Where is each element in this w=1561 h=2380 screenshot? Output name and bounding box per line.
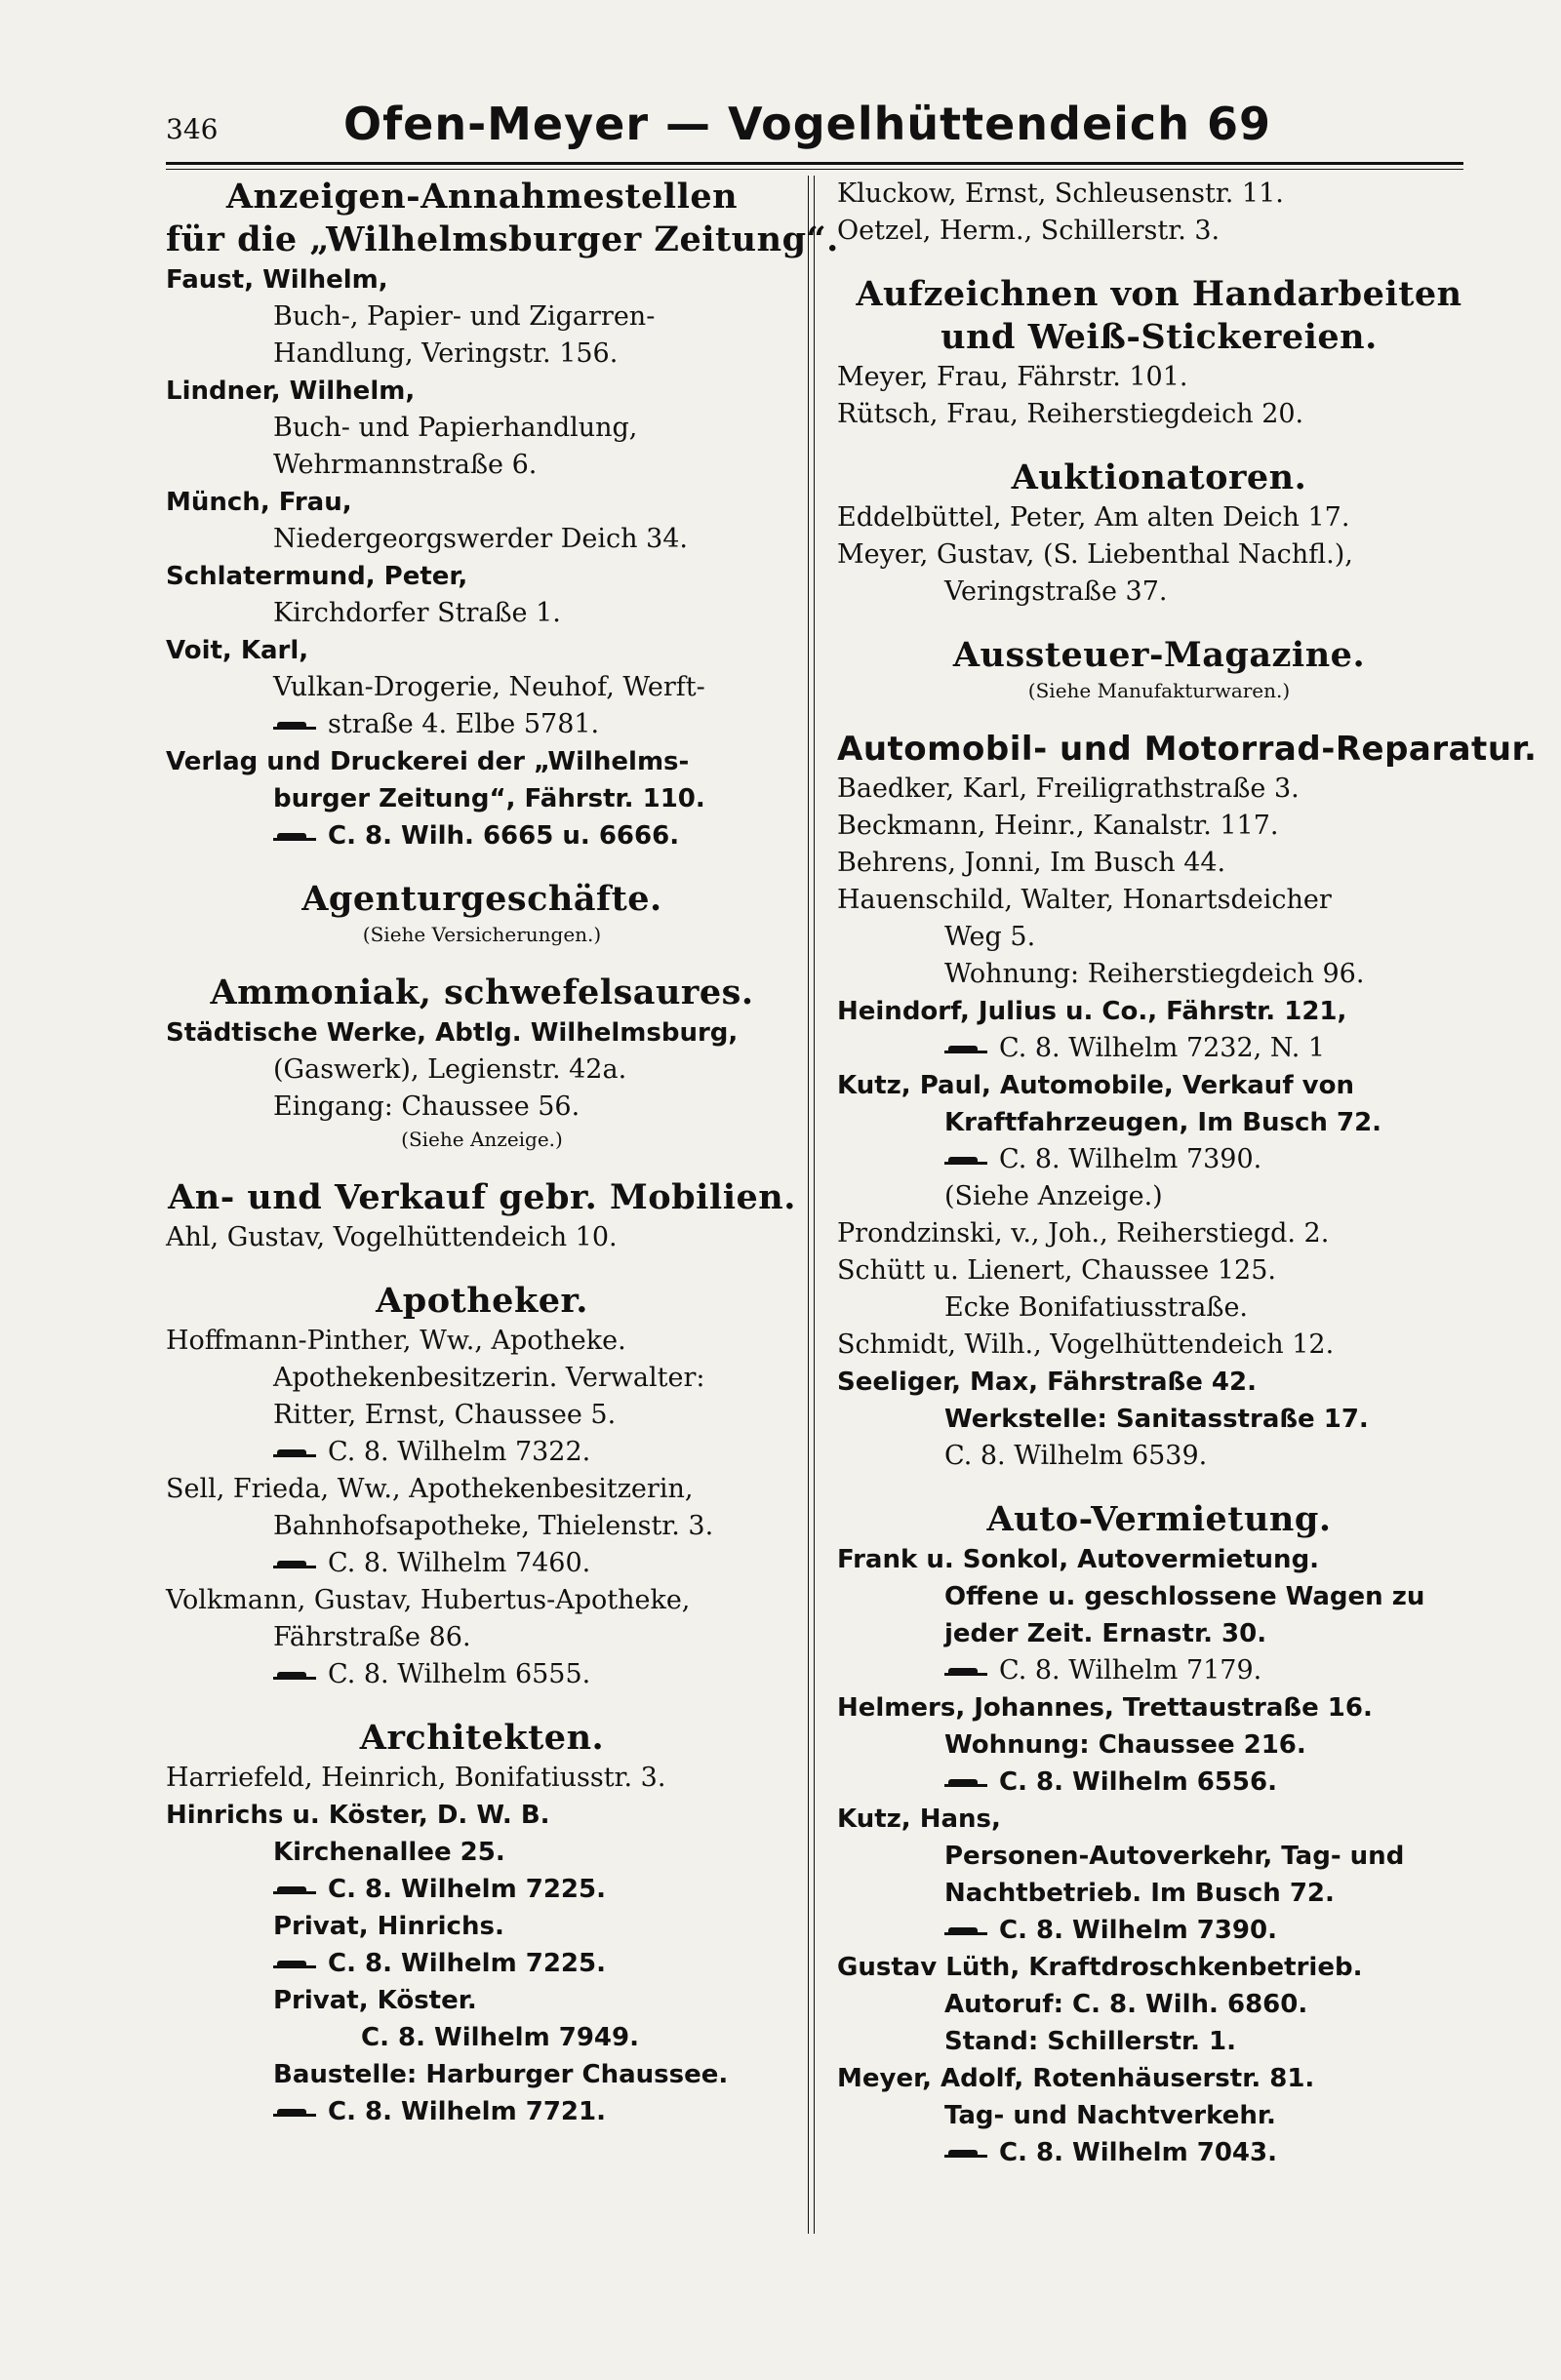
entry-text: Stand: Schillerstr. 1. [944,2027,1237,2056]
spacer [166,1693,798,1717]
directory-entry [837,1689,1481,1726]
telephone-icon [944,1776,989,1790]
entry-text: Helmers, Johannes, Trettaustraße 16. [837,1693,1373,1723]
entry-text: Ecke Bonifatiusstraße. [944,1292,1249,1323]
directory-entry [166,706,798,743]
directory-entry [837,1141,1481,1178]
directory-entry [166,558,798,595]
section-heading [166,218,839,261]
directory-entry [166,1908,798,1945]
entry-text: Privat, Hinrichs. [273,1912,504,1941]
telephone-icon [944,1154,989,1168]
entry-text: Meyer, Gustav, (S. Liebenthal Nachfl.), [837,539,1353,570]
directory-entry [166,1545,798,1582]
directory-entry [837,2023,1481,2060]
entry-text: Tag- und Nachtverkehr. [944,2101,1276,2130]
entry-text: C. 8. Wilhelm 7232, N. 1 [999,1033,1326,1063]
directory-entry [166,447,798,484]
right-column [837,176,1538,2171]
telephone-icon [273,2106,318,2120]
entry-text: Bahnhofsapotheke, Thielenstr. 3. [273,1511,714,1541]
entry-text: Fährstraße 86. [273,1622,471,1652]
entry-text: Kutz, Paul, Automobile, Verkauf von [837,1071,1355,1100]
entry-text: Hinrichs u. Köster, D. W. B. [166,1801,550,1830]
entry-text: C. 8. Wilhelm 7721. [328,2097,606,2126]
entry-text: für die „Wilhelmsburger Zeitung“. [166,219,839,259]
entry-text: C. 8. Wilhelm 7949. [361,2023,639,2052]
entry-text: Seeliger, Max, Fährstraße 42. [837,1368,1257,1397]
entry-text: Verlag und Druckerei der „Wilhelms- [166,747,690,776]
telephone-icon [944,1665,989,1679]
entry-text: C. 8. Wilhelm 7390. [999,1916,1277,1945]
telephone-icon [273,1447,318,1460]
directory-entry [837,1615,1481,1652]
entry-text: Niedergeorgswerder Deich 34. [273,524,689,554]
directory-entry [166,1360,798,1397]
directory-entry [166,410,798,447]
spacer [166,948,798,972]
directory-entry [837,808,1481,845]
entry-text: jeder Zeit. Ernastr. 30. [944,1619,1267,1648]
entry-text: Faust, Wilhelm, [166,265,388,295]
directory-entry [166,373,798,410]
entry-text: Oetzel, Herm., Schillerstr. 3. [837,216,1221,246]
entry-text: Ammoniak, schwefelsaures. [210,972,754,1012]
column-divider [808,176,809,2234]
entry-text: (Siehe Anzeige.) [401,1128,563,1151]
directory-entry [837,845,1481,882]
directory-entry [166,1434,798,1471]
directory-entry [166,298,798,336]
directory-entry [166,1219,798,1256]
entry-text: Auktionatoren. [1011,457,1307,497]
entry-text: Veringstraße 37. [944,576,1168,607]
section-heading [837,273,1481,316]
directory-entry [166,1508,798,1545]
entry-text: und Weiß-Stickereien. [941,317,1378,357]
entry-text: Baustelle: Harburger Chaussee. [273,2060,729,2089]
directory-entry [166,1982,798,2019]
directory-entry [837,919,1481,956]
spacer [166,1153,798,1176]
entry-text: (Gaswerk), Legienstr. 42a. [273,1054,627,1085]
spacer [166,854,798,878]
page-number: 346 [166,113,219,145]
entry-text: Eingang: Chaussee 56. [273,1091,580,1122]
directory-entry [166,1619,798,1656]
telephone-icon [944,1043,989,1056]
telephone-icon [273,1958,318,1971]
entry-text: Wohnung: Reiherstiegdeich 96. [944,959,1365,989]
directory-entry [166,2019,798,2056]
directory-entry [837,1067,1481,1104]
directory-entry [837,536,1481,574]
entry-text: Aussteuer-Magazine. [952,635,1366,675]
entry-text: C. 8. Wilhelm 7225. [328,1949,606,1978]
directory-entry [166,1834,798,1871]
entry-text: Agenturgeschäfte. [301,879,662,919]
entry-text: Handlung, Veringstr. 156. [273,338,619,369]
entry-text: Privat, Köster. [273,1986,477,2015]
entry-text: Nachtbetrieb. Im Busch 72. [944,1879,1335,1908]
entry-text: An- und Verkauf gebr. Mobilien. [168,1177,796,1217]
entry-text: Kutz, Hans, [837,1805,1001,1834]
directory-entry [166,261,798,298]
directory-entry [166,595,798,632]
directory-entry [166,521,798,558]
spacer [837,611,1481,634]
telephone-icon [273,1669,318,1683]
directory-entry [837,396,1481,433]
directory-entry [166,1871,798,1908]
section-heading [837,634,1481,677]
column-divider-thin [814,176,815,2234]
entry-text: Kluckow, Ernst, Schleusenstr. 11. [837,178,1284,209]
directory-entry [837,1578,1481,1615]
directory-entry [166,632,798,669]
directory-entry [837,1652,1481,1689]
entry-text: Eddelbüttel, Peter, Am alten Deich 17. [837,502,1350,533]
entry-text: Meyer, Adolf, Rotenhäuserstr. 81. [837,2064,1315,2093]
directory-entry [837,2060,1481,2097]
entry-text: Anzeigen-Annahmestellen [225,177,739,217]
directory-entry [837,574,1481,611]
directory-entry [166,1051,798,1089]
entry-text: Frank u. Sonkol, Autovermietung. [837,1545,1320,1574]
header-rule [166,162,1463,165]
entry-text: Autoruf: C. 8. Wilh. 6860. [944,1990,1308,2019]
directory-entry [837,359,1481,396]
directory-entry [166,1797,798,1834]
cross-reference-note [166,1126,798,1153]
telephone-icon [944,1924,989,1938]
section-heading [166,176,798,218]
directory-entry [837,1726,1481,1764]
directory-entry [837,213,1481,250]
directory-entry [166,1945,798,1982]
telephone-icon [273,1884,318,1897]
directory-entry [837,1912,1481,1949]
directory-entry [166,780,798,817]
entry-text: Buch- und Papierhandlung, [273,413,638,443]
header-rule-thin [166,169,1463,170]
directory-entry [166,1471,798,1508]
entry-text: Voit, Karl, [166,636,309,665]
left-column [166,176,839,2130]
directory-entry [837,1364,1481,1401]
entry-text: Apotheker. [376,1281,588,1321]
directory-entry [166,336,798,373]
directory-entry [837,1801,1481,1838]
entry-text: C. 8. Wilhelm 7390. [999,1144,1262,1174]
entry-text: Wohnung: Chaussee 216. [944,1730,1306,1760]
directory-entry [837,1764,1481,1801]
spacer [837,704,1481,728]
entry-text: Offene u. geschlossene Wagen zu [944,1582,1425,1611]
directory-entry [166,669,798,706]
directory-entry [837,882,1481,919]
directory-entry [837,1875,1481,1912]
telephone-icon [944,2147,989,2161]
directory-entry [166,1397,798,1434]
page-header [166,98,1463,166]
entry-text: C. 8. Wilhelm 7322. [328,1437,591,1467]
cross-reference-note [166,921,798,948]
directory-entry [837,1541,1481,1578]
directory-entry [837,1401,1481,1438]
spacer [166,1256,798,1280]
entry-text: C. 8. Wilhelm 6556. [999,1767,1277,1797]
directory-entry [837,1327,1481,1364]
directory-entry [837,1949,1481,1986]
directory-entry [837,1986,1481,2023]
telephone-icon [273,830,318,844]
entry-text: Münch, Frau, [166,488,352,517]
entry-text: (Siehe Versicherungen.) [362,923,602,946]
section-heading [166,1280,798,1323]
section-heading [166,1176,798,1219]
directory-entry [166,1089,798,1126]
page-title: Ofen-Meyer — Vogelhüttendeich 69 [343,98,1271,150]
entry-text: Gustav Lüth, Kraftdroschkenbetrieb. [837,1953,1363,1982]
section-heading [837,1498,1481,1541]
entry-text: C. 8. Wilhelm 7043. [999,2138,1277,2167]
entry-text: Rütsch, Frau, Reiherstiegdeich 20. [837,399,1304,429]
entry-text: Beckmann, Heinr., Kanalstr. 117. [837,811,1279,841]
entry-text: Werkstelle: Sanitasstraße 17. [944,1405,1369,1434]
entry-text: Sell, Frieda, Ww., Apothekenbesitzerin, [166,1474,694,1504]
section-heading [166,1717,798,1760]
section-heading [837,316,1481,359]
entry-text: Kirchdorfer Straße 1. [273,598,561,628]
directory-entry [837,1215,1481,1252]
entry-text: Prondzinski, v., Joh., Reiherstiegd. 2. [837,1218,1330,1249]
entry-text: C. 8. Wilhelm 7460. [328,1548,591,1578]
spacer [837,250,1481,273]
spacer [837,1475,1481,1498]
entry-text: Ritter, Ernst, Chaussee 5. [273,1400,617,1430]
entry-text: Städtische Werke, Abtlg. Wilhelmsburg, [166,1018,739,1048]
directory-entry [166,817,798,854]
directory-entry [837,1289,1481,1327]
directory-entry [837,956,1481,993]
entry-text: Kraftfahrzeugen, Im Busch 72. [944,1108,1382,1137]
entry-text: C. 8. Wilhelm 7225. [328,1875,606,1904]
entry-text: Personen-Autoverkehr, Tag- und [944,1842,1405,1871]
directory-entry [166,2056,798,2093]
entry-text: Auto-Vermietung. [986,1499,1332,1539]
directory-entry [166,484,798,521]
entry-text: Kirchenallee 25. [273,1838,505,1867]
entry-text: Vulkan-Drogerie, Neuhof, Werft- [273,672,705,702]
directory-entry [837,2097,1481,2134]
directory-entry [837,176,1481,213]
section-heading [166,972,798,1014]
entry-text: C. 8. Wilh. 6665 u. 6666. [328,821,680,851]
entry-text: Volkmann, Gustav, Hubertus-Apotheke, [166,1585,691,1615]
directory-entry [837,993,1481,1030]
entry-text: Apothekenbesitzerin. Verwalter: [273,1363,705,1393]
entry-text: burger Zeitung“, Fährstr. 110. [273,784,705,813]
directory-entry [837,1030,1481,1067]
entry-text: (Siehe Anzeige.) [944,1181,1163,1211]
directory-entry [837,771,1481,808]
entry-text: Hauenschild, Walter, Honartsdeicher [837,885,1332,915]
directory-entry [837,1838,1481,1875]
directory-entry [166,2093,798,2130]
entry-text: Meyer, Frau, Fährstr. 101. [837,362,1188,392]
directory-entry [837,1104,1481,1141]
directory-entry [166,743,798,780]
directory-entry [166,1014,798,1051]
directory-entry [837,499,1481,536]
entry-text: Architekten. [359,1718,605,1758]
entry-text: C. 8. Wilhelm 6555. [328,1659,591,1689]
section-heading [166,878,798,921]
entry-text: Aufzeichnen von Handarbeiten [856,274,1462,314]
entry-text: Schmidt, Wilh., Vogelhüttendeich 12. [837,1329,1335,1360]
entry-text: Schütt u. Lienert, Chaussee 125. [837,1255,1276,1286]
entry-text: Automobil- und Motorrad-Reparatur. [837,730,1538,769]
directory-entry [166,1760,798,1797]
entry-text: Harriefeld, Heinrich, Bonifatiusstr. 3. [166,1763,666,1793]
directory-entry [837,2134,1481,2171]
directory-entry [837,1252,1481,1289]
entry-text: Schlatermund, Peter, [166,562,468,591]
entry-text: C. 8. Wilhelm 6539. [944,1441,1208,1471]
telephone-icon [273,719,318,733]
entry-text: Buch-, Papier- und Zigarren- [273,301,656,332]
entry-text: Baedker, Karl, Freiligrathstraße 3. [837,774,1300,804]
entry-text: Hoffmann-Pinther, Ww., Apotheke. [166,1326,626,1356]
directory-entry [166,1656,798,1693]
section-heading [837,456,1481,499]
spacer [837,433,1481,456]
entry-text: C. 8. Wilhelm 7179. [999,1655,1262,1686]
section-heading [837,728,1538,771]
entry-text: straße 4. Elbe 5781. [328,709,600,739]
entry-text: Behrens, Jonni, Im Busch 44. [837,848,1226,878]
telephone-icon [273,1558,318,1571]
entry-text: Ahl, Gustav, Vogelhüttendeich 10. [166,1222,618,1252]
directory-entry [837,1178,1481,1215]
cross-reference-note [837,677,1481,704]
directory-entry [837,1438,1481,1475]
entry-text: (Siehe Manufakturwaren.) [1027,679,1291,702]
directory-entry [166,1582,798,1619]
directory-entry [166,1323,798,1360]
entry-text: Lindner, Wilhelm, [166,377,416,406]
entry-text: Weg 5. [944,922,1036,952]
entry-text: Wehrmannstraße 6. [273,450,538,480]
entry-text: Heindorf, Julius u. Co., Fährstr. 121, [837,997,1347,1026]
